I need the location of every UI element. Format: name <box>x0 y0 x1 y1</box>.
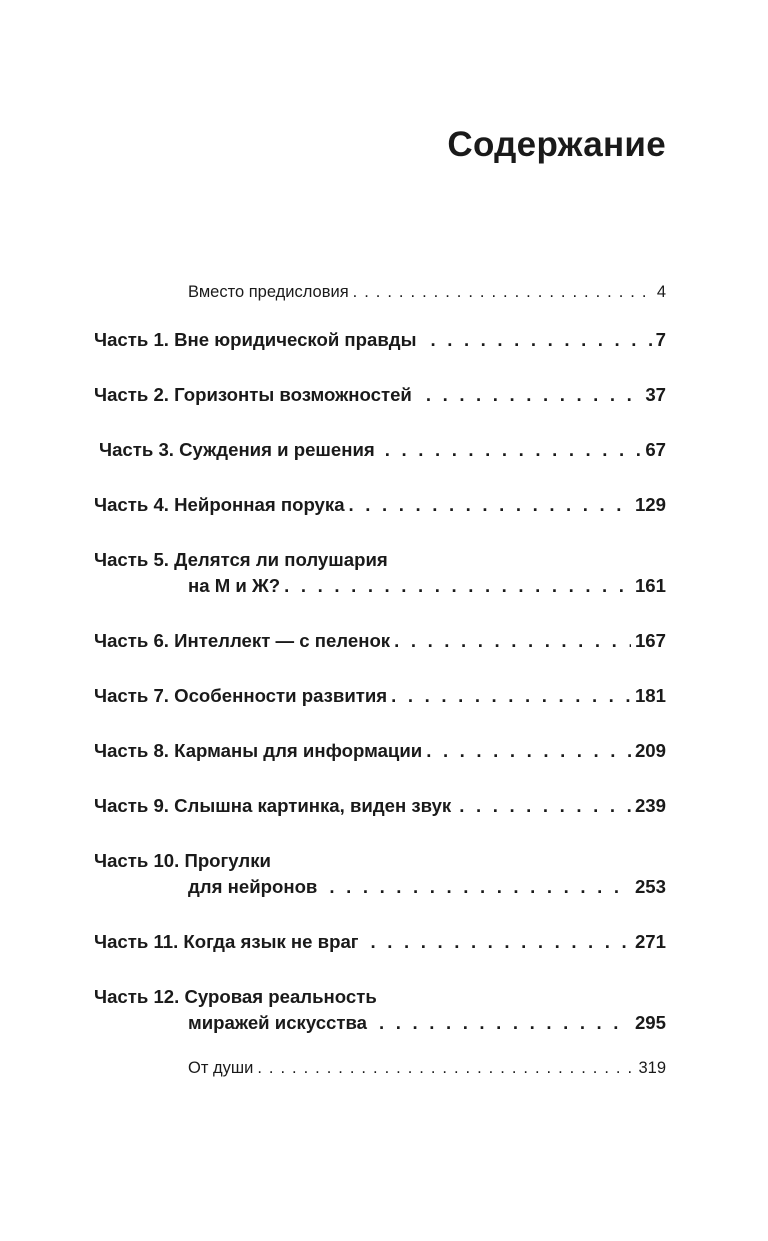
leader-dots <box>353 284 653 301</box>
leader-dots <box>394 632 631 651</box>
toc-entry-afterword[interactable] <box>188 1060 666 1077</box>
toc-entry-page: 181 <box>634 685 666 706</box>
toc-entry-label: От души <box>188 1059 254 1077</box>
leader-dots <box>371 933 631 952</box>
toc-entry-label: Часть 8. Карманы для информации <box>94 740 423 761</box>
toc-entry-page: 271 <box>634 931 666 952</box>
toc-entry-label: Часть 3. Суждения и решения <box>99 439 375 460</box>
toc-entry-part-1[interactable] <box>94 331 666 350</box>
toc-entry-part-11[interactable] <box>94 933 666 952</box>
leader-dots <box>284 577 631 596</box>
toc-entry-part-12-heading[interactable]: Часть 12. Суровая реальность <box>94 986 377 1007</box>
toc-entry-label: Вместо предисловия <box>188 283 349 301</box>
toc-entry-page: 209 <box>634 740 666 761</box>
toc-entry-part-3[interactable] <box>99 441 666 460</box>
toc-entry-label: Часть 1. Вне юридической правды <box>94 329 417 350</box>
toc-entry-label: Часть 7. Особенности развития <box>94 685 388 706</box>
toc-entry-part-6[interactable] <box>94 632 666 651</box>
toc-entry-page: 129 <box>634 494 666 515</box>
toc-entry-page: 295 <box>634 1012 666 1033</box>
leader-dots <box>385 441 642 460</box>
toc-entry-page: 167 <box>634 630 666 651</box>
toc-entry-part-5[interactable] <box>188 577 666 596</box>
toc-entry-label: Часть 9. Слышна картинка, виден звук <box>94 795 452 816</box>
toc-entry-part-2[interactable] <box>94 386 666 405</box>
leader-dots <box>379 1014 631 1033</box>
toc-entry-part-5-heading[interactable]: Часть 5. Делятся ли полушария <box>94 549 388 570</box>
toc-entry-label: Часть 4. Нейронная порука <box>94 494 345 515</box>
toc-entry-part-10[interactable] <box>188 878 666 897</box>
toc-entry-page: 161 <box>634 575 666 596</box>
toc-entry-label: на М и Ж? <box>188 575 281 596</box>
leader-dots <box>349 496 631 515</box>
toc-entry-label: Часть 11. Когда язык не враг <box>94 931 359 952</box>
toc-entry-part-8[interactable] <box>94 742 666 761</box>
toc-entry-label: для нейронов <box>188 876 318 897</box>
toc-entry-page: 67 <box>645 439 666 460</box>
toc-entry-page: 239 <box>634 795 666 816</box>
toc-entry-page: 7 <box>655 329 666 350</box>
toc-entry-part-7[interactable] <box>94 687 666 706</box>
toc-entry-page: 253 <box>634 876 666 897</box>
leader-dots <box>391 687 631 706</box>
toc-entry-part-9[interactable] <box>94 797 666 816</box>
leader-dots <box>329 878 631 897</box>
toc-entry-label: Часть 6. Интеллект — с пеленок <box>94 630 391 651</box>
toc-entry-label: Часть 2. Горизонты возможностей <box>94 384 412 405</box>
leader-dots <box>426 742 631 761</box>
toc-entry-part-12[interactable] <box>188 1014 666 1033</box>
leader-dots <box>459 797 631 816</box>
toc-entry-page: 4 <box>656 283 666 301</box>
toc-entry-page: 319 <box>638 1059 666 1077</box>
toc-entry-part-4[interactable] <box>94 496 666 515</box>
toc-entry-page: 37 <box>645 384 666 405</box>
page-title: Содержание <box>447 125 666 164</box>
leader-dots <box>426 386 641 405</box>
toc-entry-label: миражей искусства <box>188 1012 368 1033</box>
toc-entry-part-10-heading[interactable]: Часть 10. Прогулки <box>94 850 271 871</box>
leader-dots <box>430 331 651 350</box>
leader-dots <box>257 1060 634 1077</box>
toc-entry-foreword[interactable] <box>188 284 666 301</box>
